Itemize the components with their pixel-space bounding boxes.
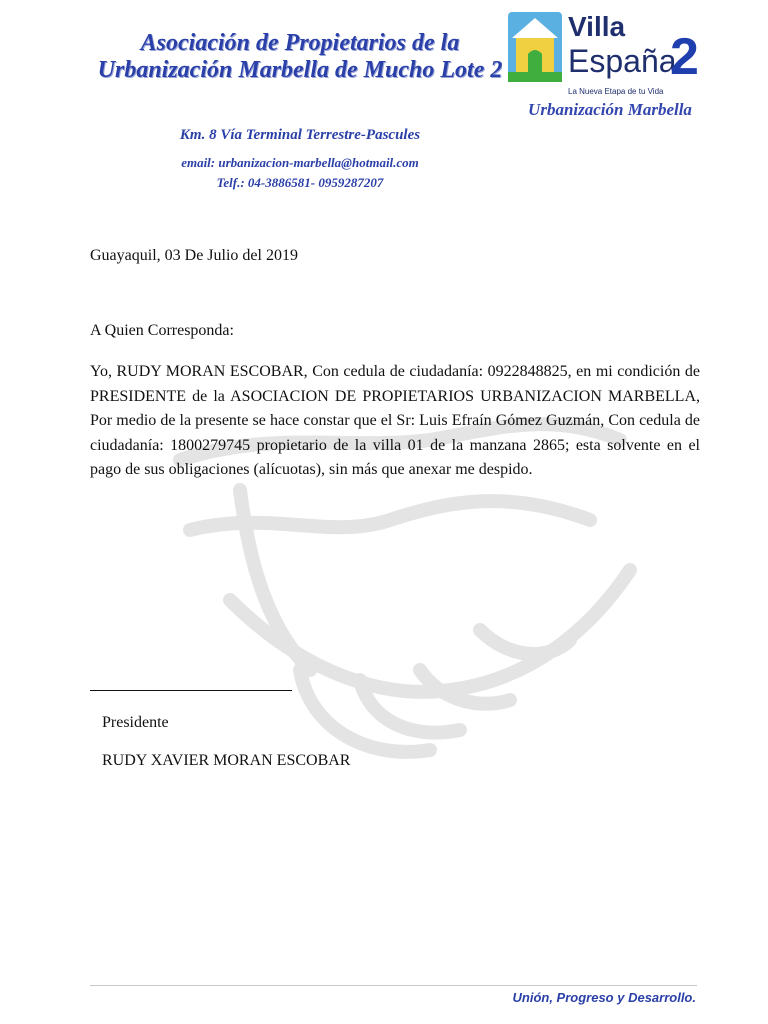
logo-tagline: Urbanización Marbella — [528, 100, 692, 119]
svg-text:La Nueva Etapa de tu Vida: La Nueva Etapa de tu Vida — [568, 87, 664, 96]
footer-motto: Unión, Progreso y Desarrollo. — [512, 990, 696, 1005]
association-name-line1: Asociación de Propietarios de la — [140, 30, 460, 56]
association-name — [70, 30, 530, 84]
signature-title: Presidente — [102, 714, 169, 731]
footer-divider — [90, 985, 697, 986]
svg-text:2: 2 — [670, 28, 699, 86]
letter-salutation: A Quien Corresponda: — [90, 322, 234, 339]
svg-text:España: España — [568, 43, 677, 79]
letter-date: Guayaquil, 03 De Julio del 2019 — [90, 247, 298, 264]
association-email: email: urbanizacion-marbella@hotmail.com — [181, 155, 419, 170]
svg-text:Villa: Villa — [568, 11, 626, 42]
association-name-line2: Urbanización Marbella de Mucho Lote 2 — [97, 57, 503, 83]
association-address: Km. 8 Vía Terminal Terrestre-Pascules — [179, 127, 421, 143]
signature-line — [90, 690, 292, 691]
signature-name: RUDY XAVIER MORAN ESCOBAR — [102, 752, 351, 769]
letter-body: Yo, RUDY MORAN ESCOBAR, Con cedula de ciudadanía: 0922848825, en mi condición de PRESIDENTE de la ASOCIACION DE PROPIETARIOS URBANIZACION MARBELLA, Por medio de la presente se hace constar que el Sr: Luis Efraín Gómez Guzmán, Con cedula de ciudadanía: 1800279745 propietario de la villa 01 de la manzana 2865; esta solvente en el pago de sus obligaciones (alícuotas), sin más que anexar me despido. — [90, 363, 700, 478]
association-phone: Telf.: 04-3886581- 0959287207 — [216, 175, 384, 190]
